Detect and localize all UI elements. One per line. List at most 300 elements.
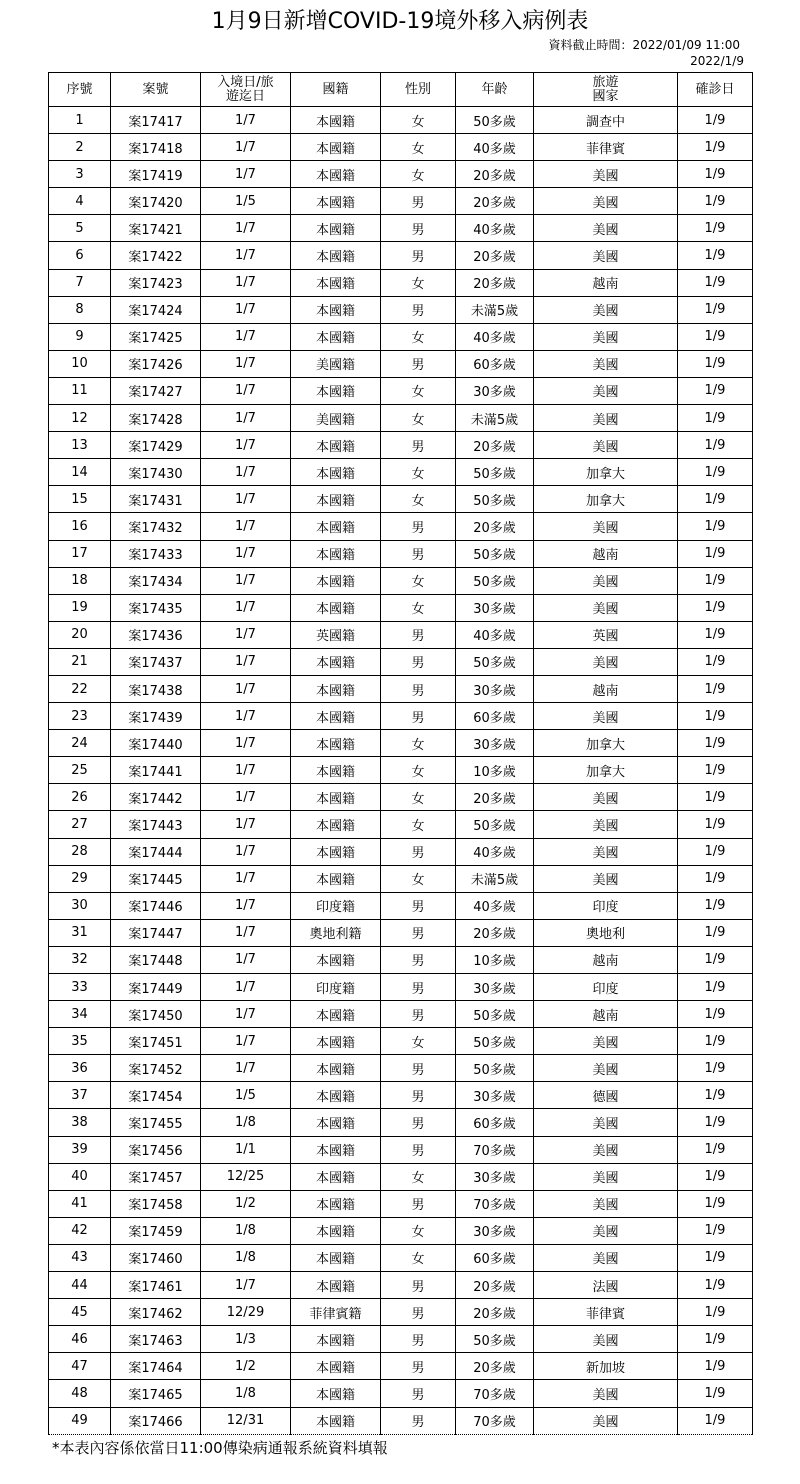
travel-country-cell: 美國 [534,1217,678,1244]
nationality-cell: 本國籍 [291,269,381,296]
travel-country-cell: 美國 [534,1163,678,1190]
age-cell: 70多歲 [456,1190,534,1217]
sex-cell: 男 [381,919,456,946]
sex-cell: 男 [381,1272,456,1299]
table-row [49,648,753,675]
serial-cell: 9 [49,323,111,350]
confirm-date-cell: 1/9 [678,377,753,404]
table-row [49,1001,753,1028]
serial-cell: 29 [49,865,111,892]
confirm-date-cell: 1/9 [678,486,753,513]
header-nationality: 國籍 [291,73,381,107]
sex-cell: 男 [381,892,456,919]
entry-date-cell: 1/7 [201,730,291,757]
serial-cell: 44 [49,1272,111,1299]
entry-date-cell: 1/7 [201,405,291,432]
age-cell: 20多歲 [456,242,534,269]
table-row [49,161,753,188]
age-cell: 50多歲 [456,1055,534,1082]
nationality-cell: 本國籍 [291,486,381,513]
case-number-cell: 案17438 [111,675,201,702]
case-number-cell: 案17433 [111,540,201,567]
sex-cell: 男 [381,242,456,269]
entry-date-cell: 1/7 [201,811,291,838]
header-case-number: 案號 [111,73,201,107]
travel-country-cell: 法國 [534,1272,678,1299]
age-cell: 30多歲 [456,730,534,757]
report-date: 2022/1/9 [690,54,744,68]
case-number-cell: 案17423 [111,269,201,296]
travel-country-cell: 新加坡 [534,1353,678,1380]
confirm-date-cell: 1/9 [678,974,753,1001]
sex-cell: 女 [381,1217,456,1244]
case-number-cell: 案17444 [111,838,201,865]
serial-cell: 33 [49,974,111,1001]
case-number-cell: 案17457 [111,1163,201,1190]
serial-cell: 40 [49,1163,111,1190]
travel-country-cell: 美國 [534,865,678,892]
travel-country-cell: 印度 [534,974,678,1001]
sex-cell: 女 [381,1244,456,1271]
nationality-cell: 本國籍 [291,730,381,757]
nationality-cell: 本國籍 [291,242,381,269]
case-number-cell: 案17452 [111,1055,201,1082]
confirm-date-cell: 1/9 [678,1082,753,1109]
serial-cell: 22 [49,675,111,702]
header-confirm-date: 確診日 [678,73,753,107]
nationality-cell: 本國籍 [291,784,381,811]
table-row [49,215,753,242]
case-number-cell: 案17462 [111,1299,201,1326]
table-row [49,1353,753,1380]
serial-cell: 21 [49,648,111,675]
travel-country-cell: 菲律賓 [534,1299,678,1326]
table-row [49,730,753,757]
nationality-cell: 本國籍 [291,296,381,323]
entry-date-cell: 1/7 [201,486,291,513]
nationality-cell: 本國籍 [291,567,381,594]
table-row [49,892,753,919]
nationality-cell: 本國籍 [291,459,381,486]
nationality-cell: 本國籍 [291,1028,381,1055]
serial-cell: 45 [49,1299,111,1326]
entry-date-cell: 1/7 [201,296,291,323]
confirm-date-cell: 1/9 [678,1001,753,1028]
age-cell: 50多歲 [456,648,534,675]
age-cell: 50多歲 [456,459,534,486]
table-row [49,567,753,594]
age-cell: 20多歲 [456,1353,534,1380]
entry-date-cell: 1/7 [201,974,291,1001]
serial-cell: 34 [49,1001,111,1028]
table-row [49,1028,753,1055]
sex-cell: 女 [381,486,456,513]
case-number-cell: 案17426 [111,350,201,377]
sex-cell: 女 [381,269,456,296]
case-number-cell: 案17465 [111,1380,201,1407]
sex-cell: 男 [381,1407,456,1434]
table-row [49,865,753,892]
confirm-date-cell: 1/9 [678,892,753,919]
entry-date-cell: 1/7 [201,784,291,811]
data-cutoff-time: 資料截止時間：2022/01/09 11:00 [548,38,740,52]
travel-country-cell: 美國 [534,703,678,730]
confirm-date-cell: 1/9 [678,946,753,973]
entry-date-cell: 12/29 [201,1299,291,1326]
sex-cell: 女 [381,730,456,757]
nationality-cell: 美國籍 [291,405,381,432]
entry-date-cell: 1/5 [201,188,291,215]
entry-date-cell: 1/7 [201,161,291,188]
table-row [49,757,753,784]
sex-cell: 男 [381,296,456,323]
header-sex: 性別 [381,73,456,107]
travel-country-cell: 美國 [534,432,678,459]
sex-cell: 男 [381,1353,456,1380]
travel-country-cell: 美國 [534,1136,678,1163]
case-number-cell: 案17424 [111,296,201,323]
entry-date-cell: 1/7 [201,675,291,702]
case-number-cell: 案17443 [111,811,201,838]
serial-cell: 41 [49,1190,111,1217]
nationality-cell: 本國籍 [291,1353,381,1380]
sex-cell: 女 [381,784,456,811]
age-cell: 未滿5歲 [456,296,534,323]
nationality-cell: 本國籍 [291,838,381,865]
age-cell: 30多歲 [456,1217,534,1244]
case-number-cell: 案17441 [111,757,201,784]
age-cell: 50多歲 [456,486,534,513]
entry-date-cell: 1/7 [201,838,291,865]
case-number-cell: 案17437 [111,648,201,675]
case-number-cell: 案17466 [111,1407,201,1434]
confirm-date-cell: 1/9 [678,540,753,567]
table-row [49,1190,753,1217]
entry-date-cell: 1/7 [201,513,291,540]
case-number-cell: 案17463 [111,1326,201,1353]
serial-cell: 1 [49,107,111,134]
confirm-date-cell: 1/9 [678,296,753,323]
sex-cell: 男 [381,974,456,1001]
table-row [49,594,753,621]
age-cell: 40多歲 [456,215,534,242]
case-number-cell: 案17448 [111,946,201,973]
confirm-date-cell: 1/9 [678,675,753,702]
case-number-cell: 案17431 [111,486,201,513]
case-number-cell: 案17461 [111,1272,201,1299]
confirm-date-cell: 1/9 [678,1244,753,1271]
case-number-cell: 案17440 [111,730,201,757]
confirm-date-cell: 1/9 [678,1272,753,1299]
age-cell: 40多歲 [456,892,534,919]
table-row [49,513,753,540]
travel-country-cell: 美國 [534,838,678,865]
nationality-cell: 奧地利籍 [291,919,381,946]
entry-date-cell: 1/7 [201,648,291,675]
travel-country-cell: 美國 [534,1380,678,1407]
confirm-date-cell: 1/9 [678,459,753,486]
table-row [49,540,753,567]
serial-cell: 11 [49,377,111,404]
nationality-cell: 本國籍 [291,1136,381,1163]
serial-cell: 8 [49,296,111,323]
nationality-cell: 本國籍 [291,215,381,242]
case-number-cell: 案17428 [111,405,201,432]
age-cell: 50多歲 [456,540,534,567]
table-row [49,1055,753,1082]
age-cell: 30多歲 [456,1082,534,1109]
table-row [49,1326,753,1353]
sex-cell: 女 [381,377,456,404]
nationality-cell: 印度籍 [291,892,381,919]
entry-date-cell: 1/7 [201,946,291,973]
confirm-date-cell: 1/9 [678,188,753,215]
confirm-date-cell: 1/9 [678,1326,753,1353]
sex-cell: 男 [381,1109,456,1136]
case-number-cell: 案17442 [111,784,201,811]
confirm-date-cell: 1/9 [678,1407,753,1434]
age-cell: 30多歲 [456,377,534,404]
age-cell: 40多歲 [456,134,534,161]
age-cell: 10多歲 [456,757,534,784]
entry-date-cell: 1/7 [201,1001,291,1028]
confirm-date-cell: 1/9 [678,1136,753,1163]
serial-cell: 46 [49,1326,111,1353]
case-number-cell: 案17427 [111,377,201,404]
serial-cell: 42 [49,1217,111,1244]
confirm-date-cell: 1/9 [678,1299,753,1326]
travel-country-cell: 越南 [534,540,678,567]
header-age: 年齡 [456,73,534,107]
confirm-date-cell: 1/9 [678,323,753,350]
header-travel-country: 旅遊國家 [534,73,678,107]
entry-date-cell: 1/8 [201,1217,291,1244]
table-row [49,919,753,946]
serial-cell: 47 [49,1353,111,1380]
age-cell: 70多歲 [456,1407,534,1434]
table-row [49,838,753,865]
confirm-date-cell: 1/9 [678,513,753,540]
confirm-date-cell: 1/9 [678,865,753,892]
nationality-cell: 本國籍 [291,1001,381,1028]
table-row [49,242,753,269]
confirm-date-cell: 1/9 [678,269,753,296]
age-cell: 40多歲 [456,621,534,648]
entry-date-cell: 1/7 [201,1028,291,1055]
table-row [49,1217,753,1244]
travel-country-cell: 印度 [534,892,678,919]
travel-country-cell: 美國 [534,1244,678,1271]
sex-cell: 男 [381,621,456,648]
case-number-cell: 案17446 [111,892,201,919]
serial-cell: 4 [49,188,111,215]
travel-country-cell: 美國 [534,648,678,675]
case-number-cell: 案17449 [111,974,201,1001]
sex-cell: 女 [381,323,456,350]
entry-date-cell: 1/7 [201,892,291,919]
table-row [49,107,753,134]
serial-cell: 48 [49,1380,111,1407]
serial-cell: 20 [49,621,111,648]
serial-cell: 14 [49,459,111,486]
nationality-cell: 本國籍 [291,107,381,134]
case-number-cell: 案17445 [111,865,201,892]
case-number-cell: 案17451 [111,1028,201,1055]
table-row [49,432,753,459]
table-row [49,946,753,973]
serial-cell: 13 [49,432,111,459]
sex-cell: 男 [381,1326,456,1353]
confirm-date-cell: 1/9 [678,107,753,134]
confirm-date-cell: 1/9 [678,594,753,621]
age-cell: 50多歲 [456,811,534,838]
travel-country-cell: 加拿大 [534,486,678,513]
travel-country-cell: 美國 [534,567,678,594]
entry-date-cell: 1/8 [201,1380,291,1407]
table-row [49,405,753,432]
travel-country-cell: 美國 [534,215,678,242]
sex-cell: 男 [381,675,456,702]
serial-cell: 6 [49,242,111,269]
age-cell: 50多歲 [456,1001,534,1028]
entry-date-cell: 12/31 [201,1407,291,1434]
confirm-date-cell: 1/9 [678,1163,753,1190]
header-entry-date: 入境日/旅遊迄日 [201,73,291,107]
age-cell: 60多歲 [456,350,534,377]
age-cell: 60多歲 [456,1244,534,1271]
age-cell: 50多歲 [456,1326,534,1353]
age-cell: 10多歲 [456,946,534,973]
age-cell: 50多歲 [456,1028,534,1055]
entry-date-cell: 1/7 [201,377,291,404]
nationality-cell: 本國籍 [291,648,381,675]
table-header-row [49,73,753,107]
travel-country-cell: 加拿大 [534,757,678,784]
sex-cell: 女 [381,865,456,892]
nationality-cell: 本國籍 [291,134,381,161]
travel-country-cell: 美國 [534,1407,678,1434]
age-cell: 20多歲 [456,919,534,946]
document-title: 1月9日新增COVID-19境外移入病例表 [211,9,589,34]
table-row [49,1272,753,1299]
sex-cell: 男 [381,1380,456,1407]
travel-country-cell: 美國 [534,188,678,215]
entry-date-cell: 1/2 [201,1353,291,1380]
table-row [49,1109,753,1136]
confirm-date-cell: 1/9 [678,1028,753,1055]
age-cell: 30多歲 [456,1163,534,1190]
case-number-cell: 案17425 [111,323,201,350]
age-cell: 30多歲 [456,594,534,621]
sex-cell: 女 [381,459,456,486]
travel-country-cell: 美國 [534,811,678,838]
entry-date-cell: 1/7 [201,1272,291,1299]
nationality-cell: 本國籍 [291,540,381,567]
confirm-date-cell: 1/9 [678,838,753,865]
serial-cell: 37 [49,1082,111,1109]
confirm-date-cell: 1/9 [678,1190,753,1217]
table-row [49,1244,753,1271]
travel-country-cell: 美國 [534,594,678,621]
nationality-cell: 本國籍 [291,1217,381,1244]
case-number-cell: 案17454 [111,1082,201,1109]
case-number-cell: 案17422 [111,242,201,269]
travel-country-cell: 美國 [534,1190,678,1217]
serial-cell: 23 [49,703,111,730]
nationality-cell: 本國籍 [291,1407,381,1434]
serial-cell: 3 [49,161,111,188]
nationality-cell: 菲律賓籍 [291,1299,381,1326]
table-row [49,188,753,215]
travel-country-cell: 美國 [534,242,678,269]
nationality-cell: 本國籍 [291,594,381,621]
table-row [49,784,753,811]
confirm-date-cell: 1/9 [678,432,753,459]
table-row [49,1163,753,1190]
case-table [48,72,753,1435]
table-row [49,269,753,296]
entry-date-cell: 1/7 [201,459,291,486]
entry-date-cell: 1/7 [201,703,291,730]
entry-date-cell: 1/7 [201,242,291,269]
table-row [49,1380,753,1407]
entry-date-cell: 1/7 [201,350,291,377]
confirm-date-cell: 1/9 [678,919,753,946]
case-number-cell: 案17432 [111,513,201,540]
nationality-cell: 本國籍 [291,811,381,838]
entry-date-cell: 1/7 [201,107,291,134]
age-cell: 未滿5歲 [456,865,534,892]
nationality-cell: 本國籍 [291,432,381,459]
entry-date-cell: 12/25 [201,1163,291,1190]
confirm-date-cell: 1/9 [678,757,753,784]
table-row [49,974,753,1001]
age-cell: 未滿5歲 [456,405,534,432]
confirm-date-cell: 1/9 [678,242,753,269]
age-cell: 60多歲 [456,1109,534,1136]
sex-cell: 男 [381,648,456,675]
confirm-date-cell: 1/9 [678,215,753,242]
nationality-cell: 本國籍 [291,1109,381,1136]
sex-cell: 男 [381,188,456,215]
confirm-date-cell: 1/9 [678,621,753,648]
age-cell: 20多歲 [456,161,534,188]
case-number-cell: 案17418 [111,134,201,161]
table-row [49,811,753,838]
entry-date-cell: 1/7 [201,757,291,784]
age-cell: 20多歲 [456,269,534,296]
age-cell: 50多歲 [456,107,534,134]
confirm-date-cell: 1/9 [678,703,753,730]
serial-cell: 30 [49,892,111,919]
sex-cell: 女 [381,134,456,161]
confirm-date-cell: 1/9 [678,161,753,188]
entry-date-cell: 1/3 [201,1326,291,1353]
case-number-cell: 案17455 [111,1109,201,1136]
travel-country-cell: 美國 [534,784,678,811]
sex-cell: 女 [381,1163,456,1190]
confirm-date-cell: 1/9 [678,1055,753,1082]
serial-cell: 2 [49,134,111,161]
nationality-cell: 本國籍 [291,1326,381,1353]
case-number-cell: 案17447 [111,919,201,946]
serial-cell: 32 [49,946,111,973]
sex-cell: 男 [381,703,456,730]
sex-cell: 男 [381,1190,456,1217]
serial-cell: 25 [49,757,111,784]
case-number-cell: 案17417 [111,107,201,134]
age-cell: 20多歲 [456,1299,534,1326]
